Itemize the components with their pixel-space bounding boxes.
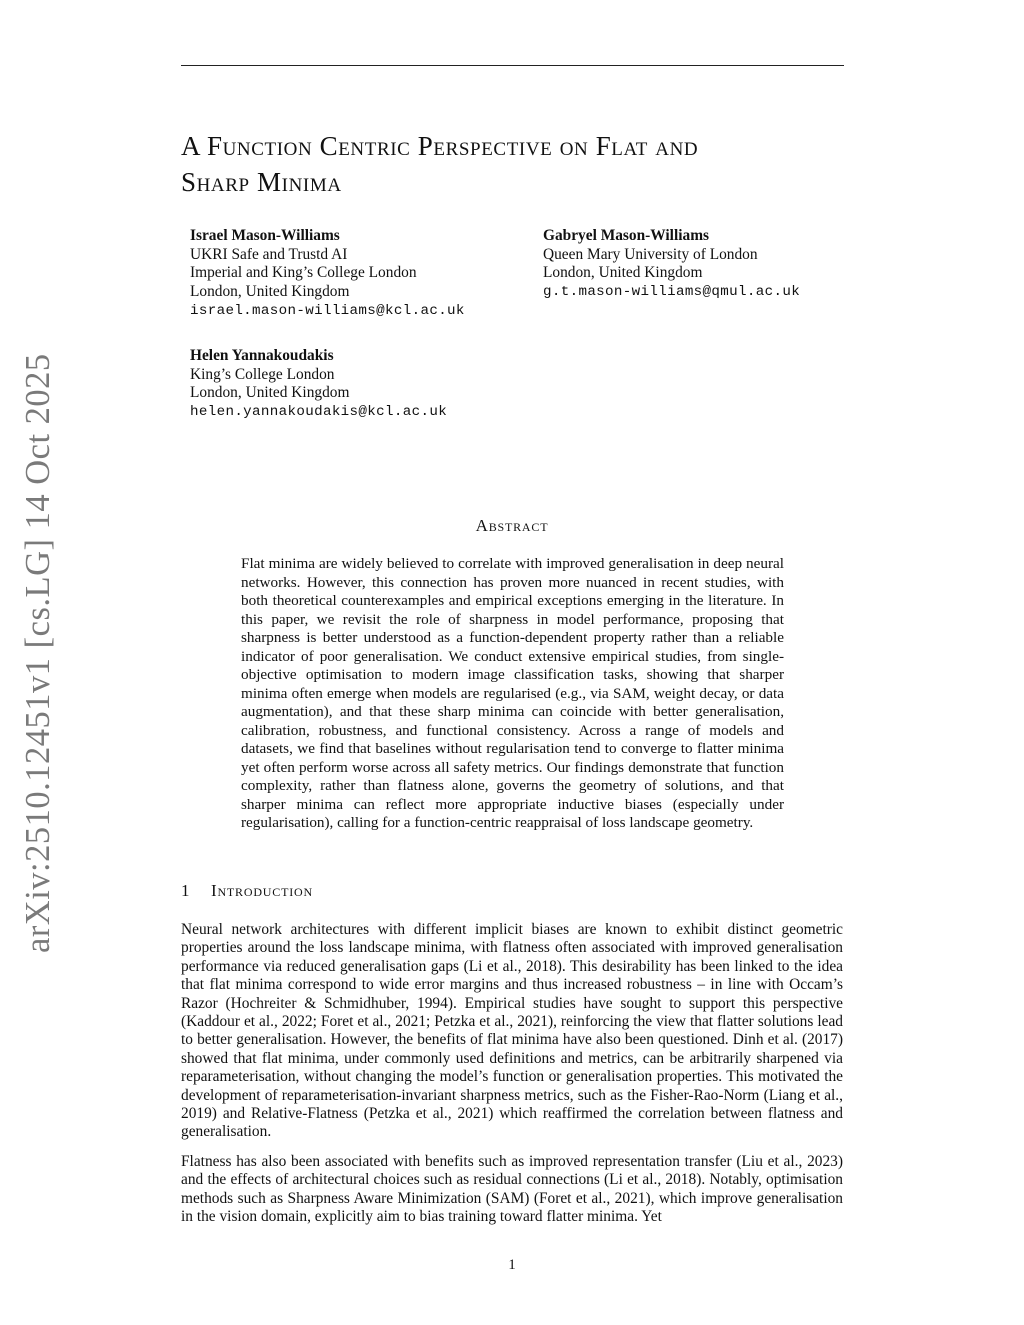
section-number: 1 [181,881,190,900]
author-affiliation: London, United Kingdom [190,283,350,301]
author-block [190,347,447,422]
top-rule [181,65,844,66]
author-name: Israel Mason-Williams [190,227,340,244]
section-title: Introduction [211,881,313,900]
body-paragraph: Flatness has also been associated with benefits such as improved representation transfer (Liu et al., 2023) and the effects of architectural choices such as residual connections (Li et al., 2018). Notably, optimisation methods such as Sharpness Aware Minimization (SAM) (Foret et al., 2021), which improve generalisation in the vision domain, explicitly aim to bias training toward flatter minima. Yet [181,1153,843,1226]
author-affiliation: King’s College London [190,365,335,383]
author-affiliation: London, United Kingdom [190,384,350,402]
page-number: 1 [508,1257,516,1273]
author-affiliation: UKRI Safe and Trustd AI [190,245,348,263]
author-affiliation: Imperial and King’s College London [190,264,417,282]
author-block [190,227,465,321]
paper-title-line-1: A Function Centric Perspective on Flat and [181,131,699,161]
section-heading-introduction [181,881,313,901]
author-affiliation: London, United Kingdom [543,264,703,282]
abstract-heading: Abstract [475,516,549,535]
arxiv-identifier-stamp: arXiv:2510.12451v1 [cs.LG] 14 Oct 2025 [19,353,57,953]
author-email[interactable]: g.t.mason-williams@qmul.ac.uk [543,284,801,301]
author-email[interactable]: israel.mason-williams@kcl.ac.uk [190,302,465,319]
paper-title-line-2: Sharp Minima [181,167,342,197]
author-email[interactable]: helen.yannakoudakis@kcl.ac.uk [190,404,448,421]
paper-title [181,128,851,200]
abstract-text: Flat minima are widely believed to correlate with improved generalisation in deep neural networks. However, this connection has proven more nuanced in recent studies, with both theoretical counterexamples and empirical exceptions emerging in the literature. In this paper, we revisit the role of sharpness in model performance, proposing that sharpness is better understood as a function-dependent property rather than a reliable indicator of poor generalisation. We conduct extensive empirical studies, from single-objective optimisation to modern image classification tasks, showing that sharper minima often emerge when models are regularised (e.g., via SAM, weight decay, or data augmentation), and that these sharp minima can coincide with better generalisation, calibration, robustness, and functional consistency. Across a range of models and datasets, we find that baselines without regularisation tend to converge to flatter minima yet often perform worse across all safety metrics. Our findings demonstrate that function complexity, rather than flatness alone, governs the geometry of solutions, and that sharper minima can reflect more appropriate inductive biases (especially under regularisation), calling for a function-centric reappraisal of loss landscape geometry. [241,555,784,831]
author-affiliation: Queen Mary University of London [543,245,758,263]
author-name: Gabryel Mason-Williams [543,227,710,244]
body-paragraph: Neural network architectures with different implicit biases are known to exhibit distinct geometric properties around the loss landscape minima, with flatness often associated with improved generalisation performance via reduced generalisation gaps (Li et al., 2018). This desirability has been linked to the idea that flat minima correspond to wide error margins and thus increased robustness – in line with Occam’s Razor (Hochreiter & Schmidhuber, 1994). Empirical studies have sought to support this perspective (Kaddour et al., 2022; Foret et al., 2021; Petzka et al., 2021), reinforcing the view that flatter solutions lead to better generalisation. However, the benefits of flat minima have also been questioned. Dinh et al. (2017) showed that flat minima, under commonly used definitions and metrics, can be arbitrarily sharpened via reparameterisation, without changing the model’s function or generalisation properties. This motivated the development of reparameterisation-invariant sharpness metrics, such as the Fisher-Rao-Norm (Liang et al., 2019) and Relative-Flatness (Petzka et al., 2021) which reaffirmed the correlation between flatness and generalisation. [181,921,843,1141]
author-name: Helen Yannakoudakis [190,347,334,364]
author-block [543,227,800,302]
